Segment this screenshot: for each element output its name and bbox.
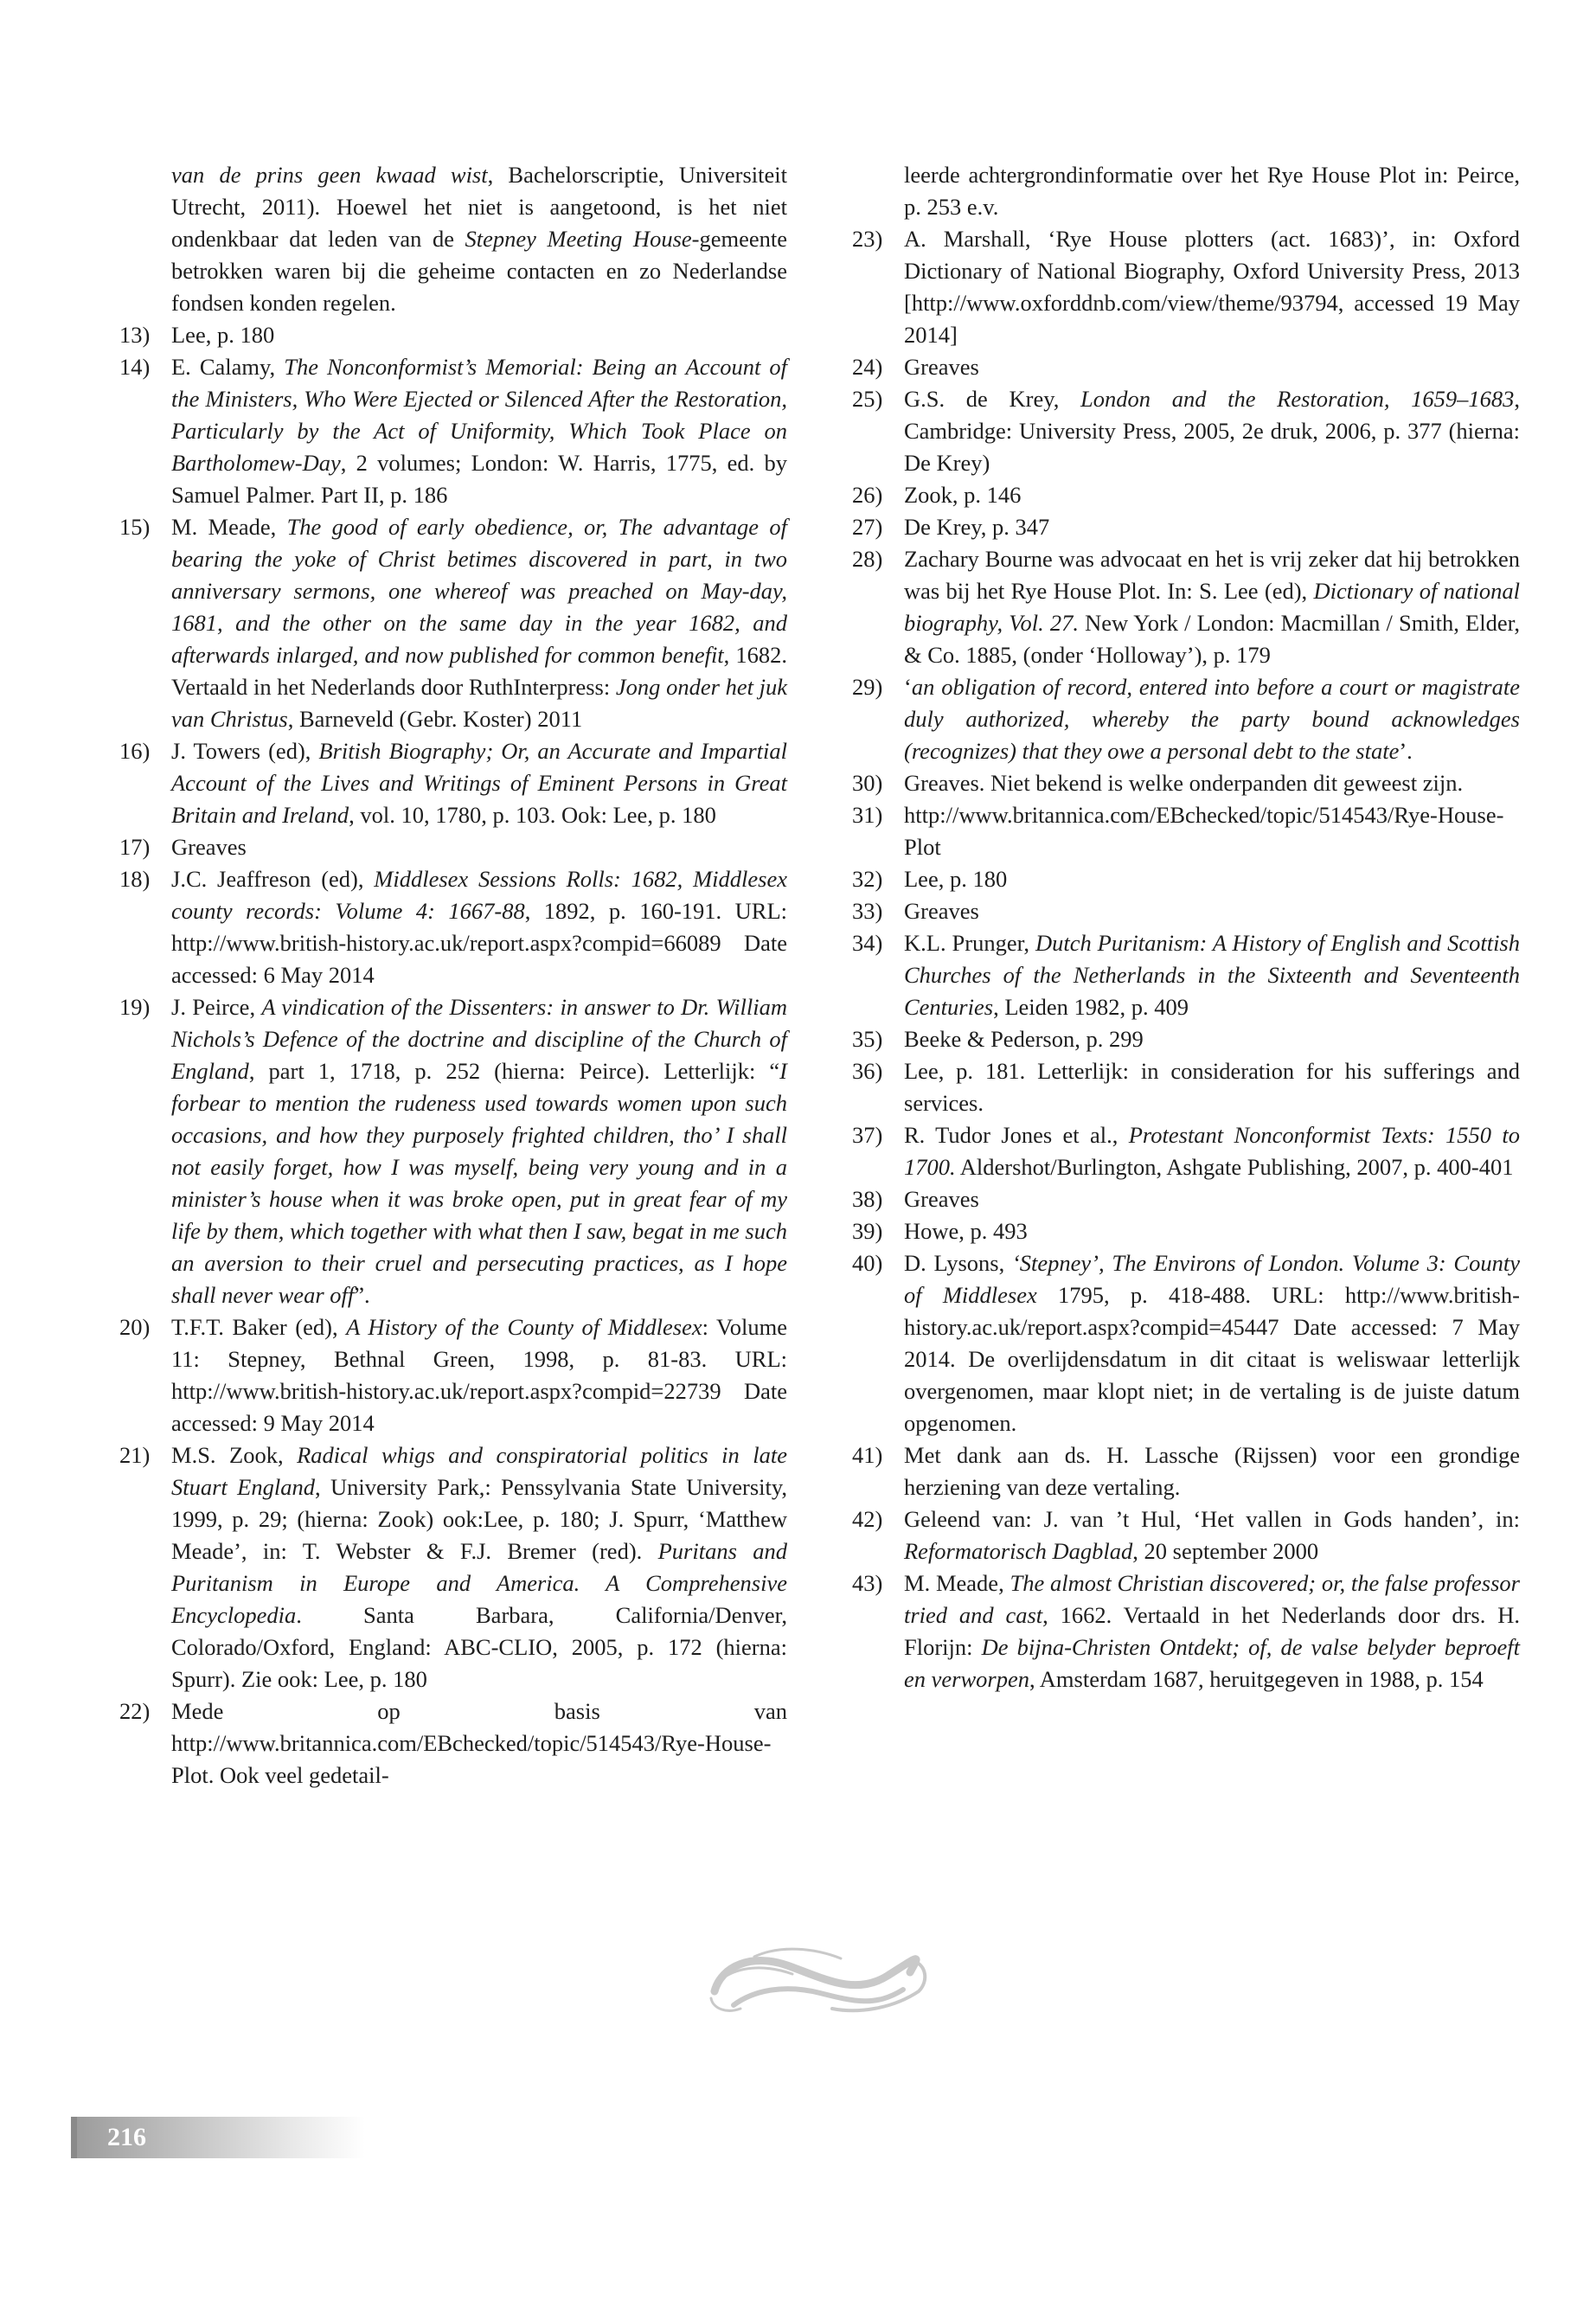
footnote-number: 19) (119, 994, 151, 1020)
footnote-text: Lee, p. 180 (171, 322, 275, 348)
footnote-text: M. Meade, The good of early obedience, or, The advantage of bearing the yoke of Christ betimes discovered in part, in two anniversary sermons, one whereof was preached on May-day, 1681, and the other on the same day in the year 1682, and afterwards inlarged, and now published for common benefit, 1682. Vertaald in het Nederlands door RuthInterpress: Jong onder het juk van Christus, Barneveld (Gebr. Koster) 2011 (171, 514, 788, 732)
footnote-item (852, 799, 1520, 863)
footnote-text: M. Meade, The almost Christian discovered; or, the false professor tried and cast, 1662. Vertaald in het Nederlands door drs. H. Florijn: De bijna-Christen Ontdekt; of, de valse belyder beproeft en verworpen, Amsterdam 1687, heruitgegeven in 1988, p. 154 (904, 1570, 1521, 1692)
footnote-number: 17) (119, 834, 151, 860)
footnote-number: 22) (119, 1698, 151, 1724)
footnote-item (852, 1055, 1520, 1119)
footnote-number: 29) (852, 674, 883, 700)
footnote-number: 27) (852, 514, 883, 540)
footnote-text: Greaves (904, 898, 979, 924)
footnote-item (852, 1247, 1520, 1439)
footnote-item (852, 1183, 1520, 1215)
footnote-number: 18) (119, 866, 151, 892)
footnote-item (852, 1215, 1520, 1247)
footnote-item (852, 511, 1520, 543)
footnote-item (852, 895, 1520, 927)
footnote-number: 42) (852, 1506, 883, 1532)
footnote-item (852, 479, 1520, 511)
footnote-item (119, 1311, 787, 1439)
footnote-item (852, 223, 1520, 351)
right-continuation-text: leerde achtergrondinformatie over het Rye House Plot in: Peirce, p. 253 e.v. (904, 162, 1520, 220)
footnote-number: 36) (852, 1058, 883, 1084)
footnote-item (119, 511, 787, 735)
footnote-text: T.F.T. Baker (ed), A History of the County of Middlesex: Volume 11: Stepney, Bethnal Green, 1998, p. 81-83. URL: http://www.british-history.ac.uk/report.aspx?compid=22739 Date accessed: 9 May 2014 (171, 1314, 787, 1436)
footnote-text: Lee, p. 181. Letterlijk: in consideration for his sufferings and services. (904, 1058, 1520, 1116)
footnote-item (852, 671, 1520, 767)
footnote-number: 38) (852, 1186, 883, 1212)
footnote-number: 13) (119, 322, 151, 348)
footnote-item (119, 735, 787, 831)
footnote-number: 26) (852, 482, 883, 508)
footnote-text: Met dank aan ds. H. Lassche (Rijssen) voor een grondige herziening van deze vertaling. (904, 1442, 1520, 1500)
left-continuation-text: van de prins geen kwaad wist, Bachelorscriptie, Universiteit Utrecht, 2011). Hoewel het niet is aangetoond, is het niet ondenkbaar dat leden van de Stepney Meeting House-gemeente betrokken waren bij die geheime contacten en zo Nederlandse fondsen konden regelen. (171, 162, 788, 316)
footnote-text: J.C. Jeaffreson (ed), Middlesex Sessions Rolls: 1682, Middlesex county records: Volume 4: 1667-88, 1892, p. 160-191. URL: http://www.british-history.ac.uk/report.aspx?compid=66089 Date accessed: 6 May 2014 (171, 866, 787, 988)
footnote-item (119, 351, 787, 511)
footnote-text: M.S. Zook, Radical whigs and conspiratorial politics in late Stuart England, University Park,: Penssylvania State University, 1999, p. 29; (hierna: Zook) ook:Lee, p. 180; J. Spurr, ‘Matthew Meade’, in: T. Webster & F.J. Bremer (red). Puritans and Puritanism in Europe and America. A Comprehensive Encyclopedia. Santa Barbara, California/Denver, Colorado/Oxford, England: ABC-CLIO, 2005, p. 172 (hierna: Spurr). Zie ook: Lee, p. 180 (171, 1442, 788, 1692)
footnote-text: Beeke & Pederson, p. 299 (904, 1026, 1144, 1052)
footnote-text: Greaves (904, 354, 979, 380)
footnote-item (852, 1567, 1520, 1695)
footnotes-right-column (852, 159, 1520, 1695)
footnote-number: 39) (852, 1218, 883, 1244)
footnote-text: Geleend van: J. van ’t Hul, ‘Het vallen in Gods handen’, in: Reformatorisch Dagblad, 20 september 2000 (904, 1506, 1520, 1564)
footnote-item (119, 1695, 787, 1791)
footnote-item (852, 1119, 1520, 1183)
footnote-number: 24) (852, 354, 883, 380)
footnote-number: 41) (852, 1442, 883, 1468)
footnote-item (852, 1503, 1520, 1567)
footnote-item (119, 1439, 787, 1695)
footnote-item (852, 543, 1520, 671)
footnote-number: 25) (852, 386, 883, 412)
footnote-text: Greaves (171, 834, 247, 860)
footnote-item (852, 1023, 1520, 1055)
footnote-number: 43) (852, 1570, 883, 1596)
footnote-number: 15) (119, 514, 151, 540)
footnote-text: G.S. de Krey, London and the Restoration, 1659–1683, Cambridge: University Press, 2005, 2e druk, 2006, p. 377 (hierna: De Krey) (904, 386, 1520, 476)
flourish-ornament-icon (702, 1936, 934, 2026)
footnote-item (119, 831, 787, 863)
footnote-text: A. Marshall, ‘Rye House plotters (act. 1683)’, in: Oxford Dictionary of National Biography, Oxford University Press, 2013 [http://www.oxforddnb.com/view/theme/93794, accessed 19 May 2014] (904, 226, 1520, 348)
footnote-number: 28) (852, 546, 883, 572)
footnote-number: 20) (119, 1314, 151, 1340)
footnote-text: R. Tudor Jones et al., Protestant Nonconformist Texts: 1550 to 1700. Aldershot/Burlington, Ashgate Publishing, 2007, p. 400-401 (904, 1122, 1520, 1180)
footnote-item (852, 383, 1520, 479)
footnote-text: E. Calamy, The Nonconformist’s Memorial: Being an Account of the Ministers, Who Were Ejected or Silenced After the Restoration, Particularly by the Act of Uniformity, Which Took Place on Bartholomew-Day, 2 volumes; London: W. Harris, 1775, ed. by Samuel Palmer. Part II, p. 186 (171, 354, 787, 508)
footnote-number: 40) (852, 1250, 883, 1276)
footnote-number: 35) (852, 1026, 883, 1052)
footnote-item (119, 319, 787, 351)
footnote-number: 14) (119, 354, 151, 380)
footnote-text: K.L. Prunger, Dutch Puritanism: A History of English and Scottish Churches of the Netherlands in the Sixteenth and Seventeenth Centuries, Leiden 1982, p. 409 (904, 930, 1520, 1020)
footnote-text: Zachary Bourne was advocaat en het is vrij zeker dat hij betrokken was bij het Rye House Plot. In: S. Lee (ed), Dictionary of national biography, Vol. 27. New York / London: Macmillan / Smith, Elder, & Co. 1885, (onder ‘Holloway’), p. 179 (904, 546, 1520, 668)
footnote-item (852, 863, 1520, 895)
footnote-text: Zook, p. 146 (904, 482, 1022, 508)
footnote-text: Greaves (904, 1186, 979, 1212)
footnote-number: 16) (119, 738, 151, 764)
footnote-number: 30) (852, 770, 883, 796)
footnote-text: J. Peirce, A vindication of the Dissenters: in answer to Dr. William Nichols’s Defence of the doctrine and discipline of the Church of England, part 1, 1718, p. 252 (hierna: Peirce). Letterlijk: “I forbear to mention the rudeness used towards women upon such occasions, and how they purposely frighted children, tho’ I shall not easily forget, how I was myself, being very young and in a minister’s house when it was broke open, put in great fear of my life by them, which together with what then I saw, begat in me such an aversion to their cruel and persecuting practices, as I hope shall never wear off”. (171, 994, 787, 1308)
footnote-number: 23) (852, 226, 883, 252)
footnote-text: ‘an obligation of record, entered into before a court or magistrate duly authorized, whereby the party bound acknowledges (recognizes) that they owe a personal debt to the state’. (904, 674, 1520, 764)
footnote-text: http://www.britannica.com/EBchecked/topic/514543/Rye-House-Plot (904, 802, 1504, 860)
footnotes-left-column (119, 159, 787, 1791)
footnote-item (852, 1439, 1520, 1503)
footnote-number: 31) (852, 802, 883, 828)
page-number: 216 (107, 2123, 146, 2151)
footnote-number: 33) (852, 898, 883, 924)
footnote-item (119, 991, 787, 1311)
footnote-number: 34) (852, 930, 883, 956)
footnote-text: D. Lysons, ‘Stepney’, The Environs of London. Volume 3: County of Middlesex 1795, p. 418-488. URL: http://www.british-history.ac.uk/report.aspx?compid=45447 Date accessed: 7 May 2014. De overlijdensdatum in dit citaat is weliswaar letterlijk overgenomen, maar klopt niet; in de vertaling is de juiste datum opgenomen. (904, 1250, 1520, 1436)
footnote-number: 37) (852, 1122, 883, 1148)
footnote-item (852, 351, 1520, 383)
footnote-text: Lee, p. 180 (904, 866, 1008, 892)
footnote-text: J. Towers (ed), British Biography; Or, an Accurate and Impartial Account of the Lives and Writings of Eminent Persons in Great Britain and Ireland, vol. 10, 1780, p. 103. Ook: Lee, p. 180 (171, 738, 787, 828)
footnote-text: De Krey, p. 347 (904, 514, 1050, 540)
footnote-item (852, 927, 1520, 1023)
footnote-text: Greaves. Niet bekend is welke onderpanden dit geweest zijn. (904, 770, 1464, 796)
footnote-item (119, 863, 787, 991)
footnote-item (852, 767, 1520, 799)
footnote-text: Mede op basis van http://www.britannica.com/EBchecked/topic/514543/Rye-House-Plot. Ook veel gedetail- (171, 1698, 787, 1788)
footnote-text: Howe, p. 493 (904, 1218, 1028, 1244)
footnote-number: 32) (852, 866, 883, 892)
footnote-number: 21) (119, 1442, 151, 1468)
